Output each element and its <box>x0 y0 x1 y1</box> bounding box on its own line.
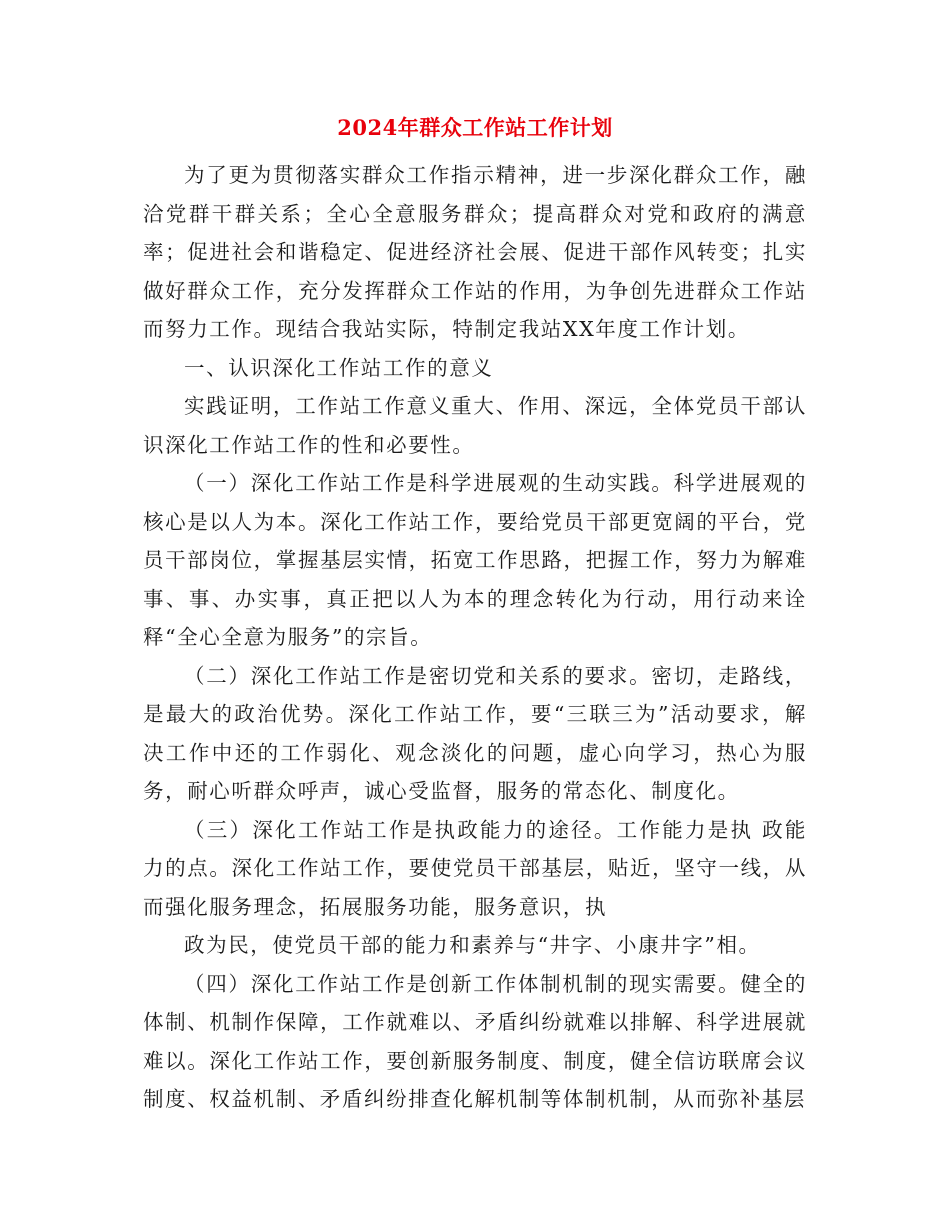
paragraph-item-3-continued: 政为民，使党员干部的能力和素养与“井字、小康井字”相。 <box>184 933 761 957</box>
document-page <box>143 112 807 1119</box>
section-heading-1: 一、认识深化工作站工作的意义 <box>184 355 494 380</box>
paragraph-item-2: （二）深化工作站工作是密切党和关系的要求。密切，走路线，是最大的政治优势。深化工作站工作，要“三联三为”活动要求，解决工作中还的工作弱化、观念淡化的问题，虚心向学习，热心为服务，耐心听群众呼声，诚心受监督，服务的常态化、制度化。 <box>143 663 807 803</box>
paragraph-item-3: （三）深化工作站工作是执政能力的途径。工作能力是执 政能力的点。深化工作站工作，要使党员干部基层，贴近，坚守一线，从而强化服务理念，拓展服务功能，服务意识，执 <box>143 817 807 919</box>
paragraph-item-4: （四）深化工作站工作是创新工作体制机制的现实需要。健全的体制、机制作保障，工作就难以、矛盾纠纷就难以排解、科学进展就难以。深化工作站工作，要创新服务制度、制度，健全信访联席会议制度、权益机制、矛盾纠纷排查化解机制等体制机制，从而弥补基层 <box>143 971 807 1111</box>
paragraph-significance: 实践证明，工作站工作意义重大、作用、深远，全体党员干部认识深化工作站工作的性和必要性。 <box>143 394 807 457</box>
paragraph-intro: 为了更为贯彻落实群众工作指示精神，进一步深化群众工作，融洽党群干群关系；全心全意服务群众；提高群众对党和政府的满意率；促进社会和谐稳定、促进经济社会展、促进干部作风转变；扎实做好群众工作，充分发挥群众工作站的作用，为争创先进群众工作站而努力工作。现结合我站实际，特制定我站XX年度工作计划。 <box>143 163 807 341</box>
paragraph-item-1: （一）深化工作站工作是科学进展观的生动实践。科学进展观的核心是以人为本。深化工作站工作，要给党员干部更宽阔的平台，党员干部岗位，掌握基层实情，拓宽工作思路，把握工作，努力为解难事、事、办实事，真正把以人为本的理念转化为行动，用行动来诠释“全心全意为服务”的宗旨。 <box>143 471 807 649</box>
document-title: 2024年群众工作站工作计划 <box>337 115 613 140</box>
